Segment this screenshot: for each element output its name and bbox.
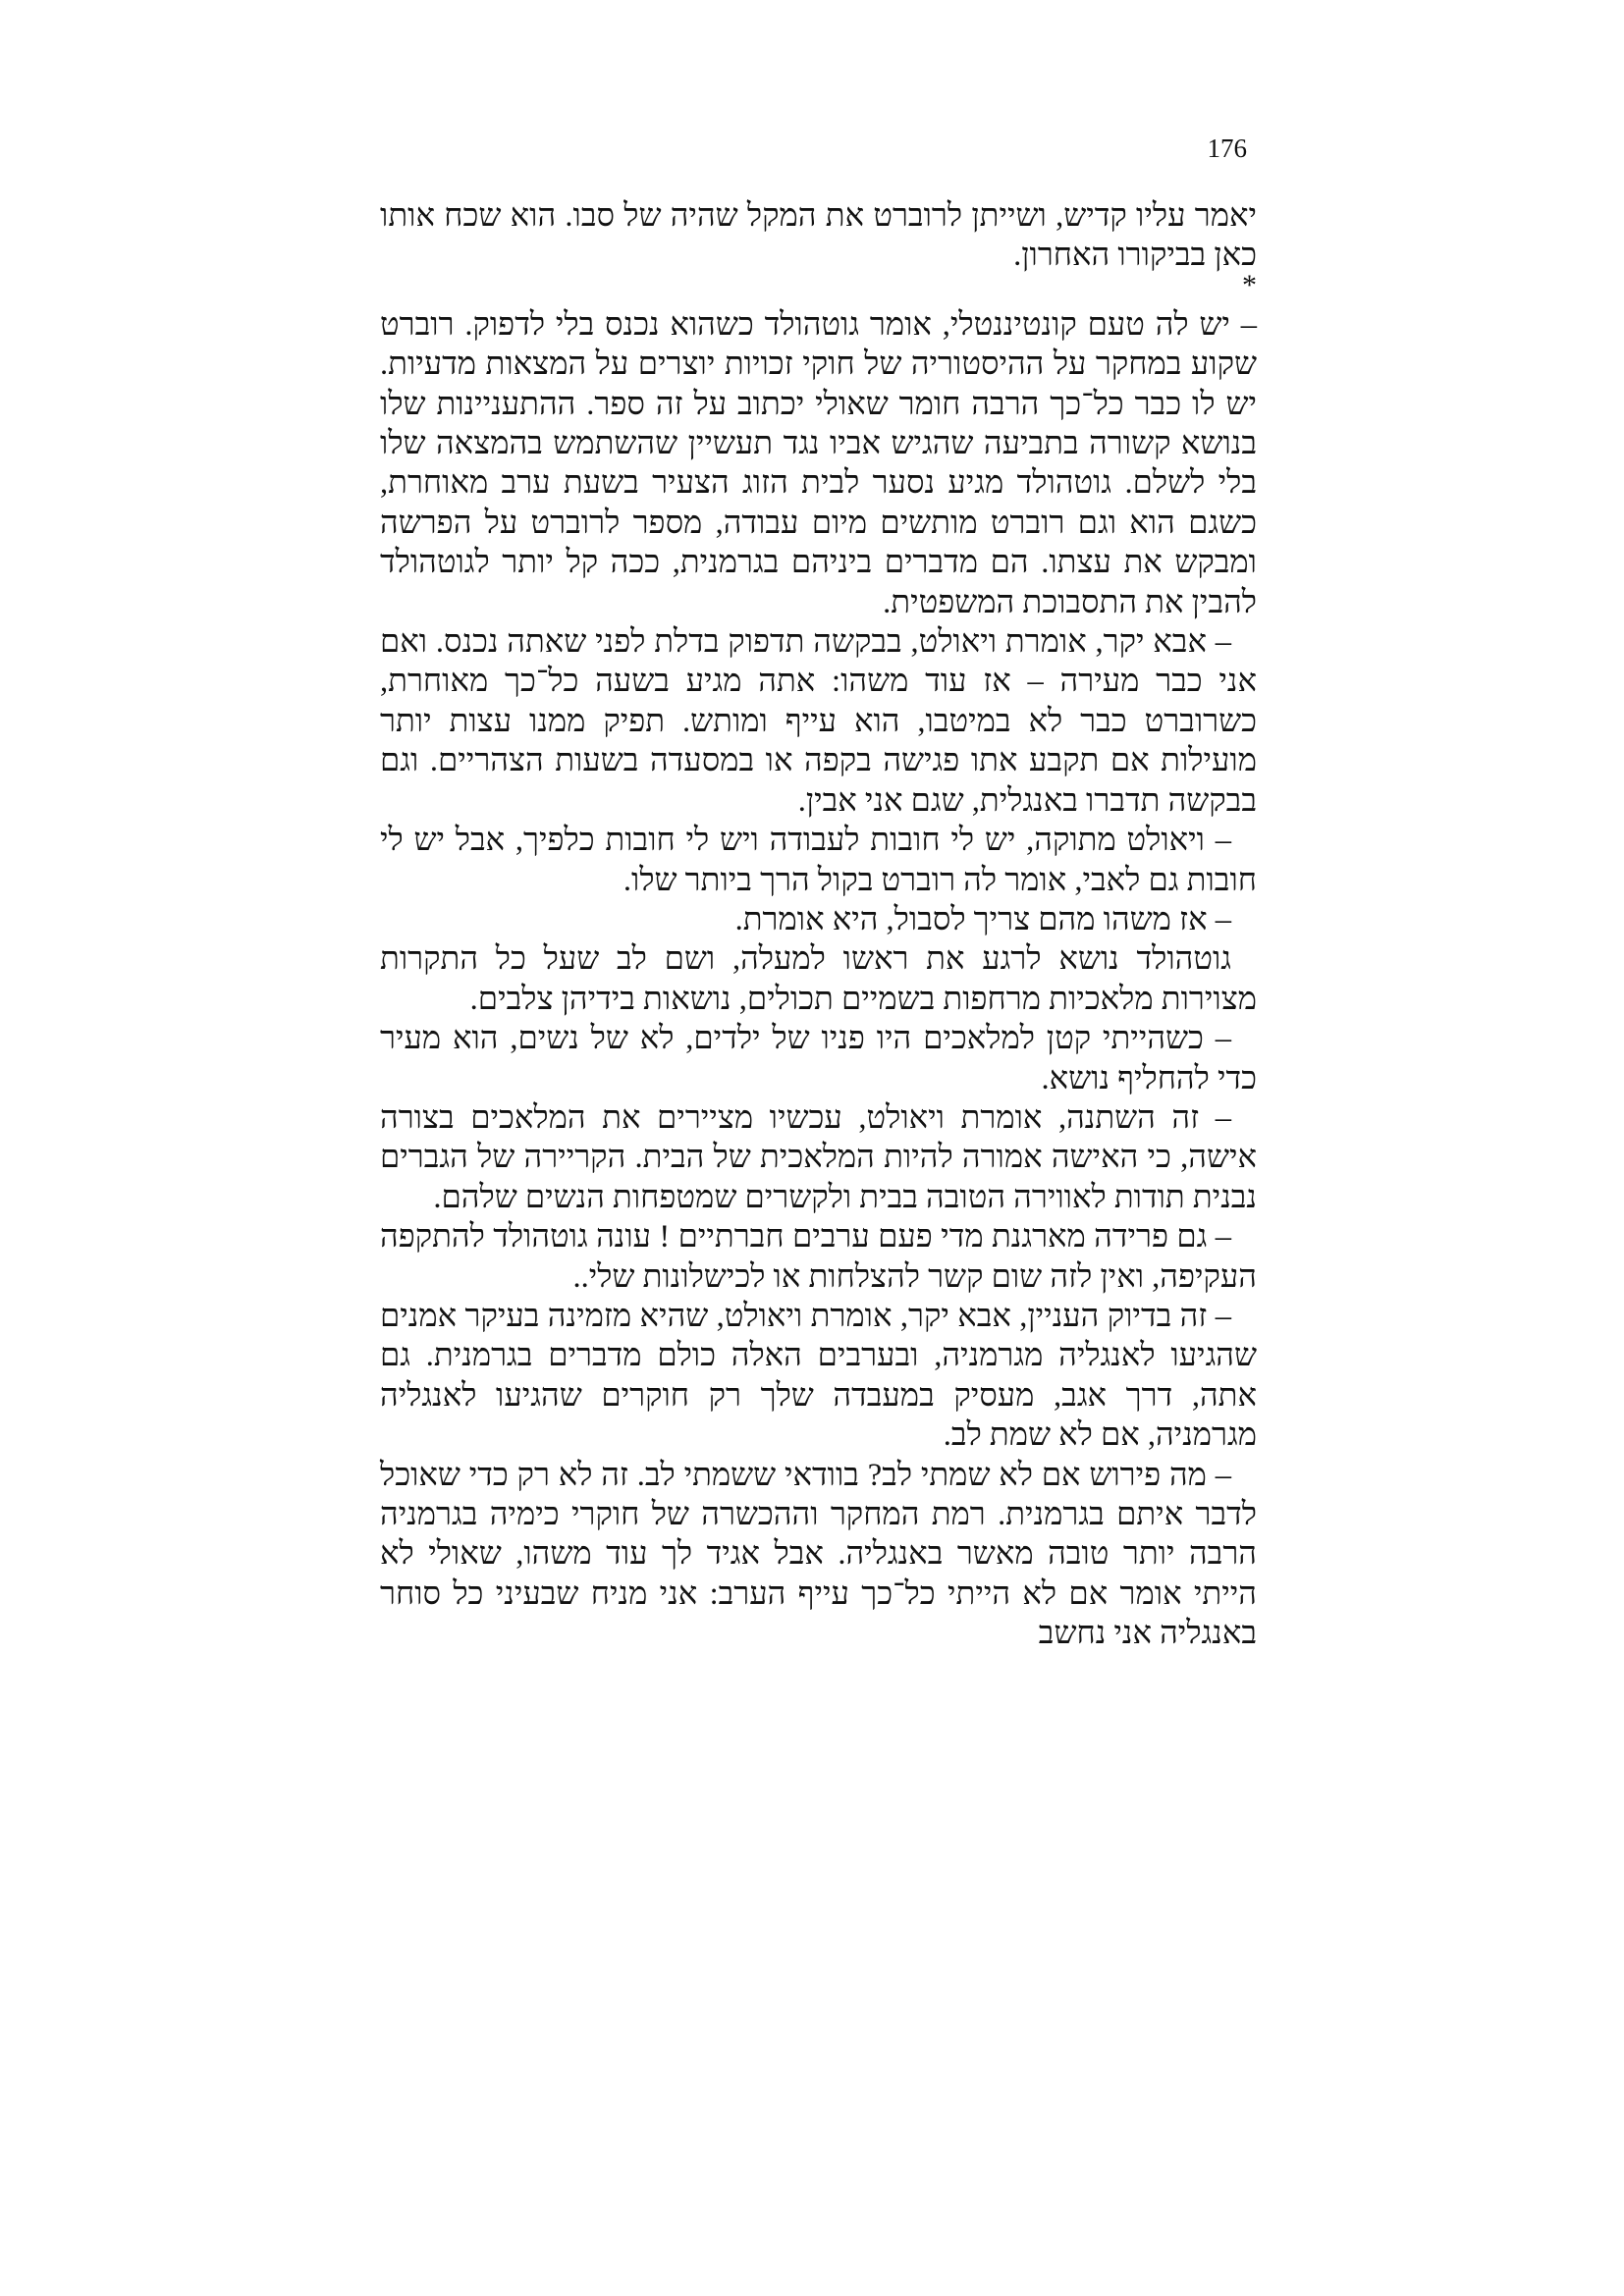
paragraph: יאמר עליו קדיש, ושייתן לרוברט את המקל שהיה של סבו. הוא שכח אותו כאן בביקורו האחרון. xyxy=(380,198,1257,274)
paragraph: – כשהייתי קטן למלאכים היו פניו של ילדים, לא של נשים, הוא מעיר כדי להחליף נושא. xyxy=(380,1021,1257,1096)
paragraph: גוטהולד נושא לרגע את ראשו למעלה, ושם לב שעל כל התקרות מצוירות מלאכיות מרחפות בשמיים תכולים, נושאות בידיהן צלבים. xyxy=(380,941,1257,1017)
paragraph: – אז משהו מהם צריך לסבול, היא אומרת. xyxy=(734,901,1231,937)
paragraph: – אבא יקר, אומרת ויאולט, בבקשה תדפוק בדלת לפני שאתה נכנס. ואם אני כבר מעירה – אז עוד משהו: אתה מגיע בשעה כל־כך מאוחרת, כשרוברט כבר לא במיטבו, הוא עייף ומותש. תפיק ממנו עצות יותר מועילות אם תקבע אתו פגישה בקפה או במסעדה בשעות הצהריים. וגם בבקשה תדברו באנגלית, שגם אני אבין. xyxy=(380,624,1257,819)
paragraph: – זה בדיוק העניין, אבא יקר, אומרת ויאולט, שהיא מזמינה בעיקר אמנים שהגיעו לאנגליה מגרמניה, ובערבים האלה כולם מדברים בגרמנית. גם אתה, דרך אגב, מעסיק במעבדה שלך רק חוקרים שהגיעו לאנגליה מגרמניה, אם לא שמת לב. xyxy=(380,1298,1257,1454)
page-number: 176 xyxy=(1207,133,1247,163)
paragraph: – יש לה טעם קונטיננטלי, אומר גוטהולד כשהוא נכנס בלי לדפוק. רוברט שקוע במחקר על ההיסטוריה של חוקי זכויות יוצרים על המצאות מדעיות. יש לו כבר כל־כך הרבה חומר שאולי יכתוב על זה ספר. ההתעניינות שלו בנושא קשורה בתביעה שהגיש אביו נגד תעשיין שהשתמש בהמצאה שלו בלי לשלם. גוטהולד מגיע נסער לבית הזוג הצעיר בשעת ערב מאוחרת, כשגם הוא וגם רוברט מותשים מיום עבודה, מספר לרוברט על הפרשה ומבקש את עצתו. הם מדברים ביניהם בגרמנית, ככה קל יותר לגוטהולד להבין את התסבוכת המשפטית. xyxy=(380,306,1257,620)
section-separator: * xyxy=(1242,268,1257,301)
text-body xyxy=(380,196,1257,1654)
paragraph: – זה השתנה, אומרת ויאולט, עכשיו מציירים את המלאכים בצורה אישה, כי האישה אמורה להיות המלאכית של הבית. הקריירה של הגברים נבנית תודות לאווירה הטובה בבית ולקשרים שמטפחות הנשים שלהם. xyxy=(380,1099,1257,1215)
paragraph: – ויאולט מתוקה, יש לי חובות לעבודה ויש לי חובות כלפיך, אבל יש לי חובות גם לאבי, אומר לה רוברט בקול הרך ביותר שלו. xyxy=(380,823,1257,898)
paragraph: – גם פרידה מארגנת מדי פעם ערבים חברתיים ! עונה גוטהולד להתקפה העקיפה, ואין לזה שום קשר להצלחות או לכישלונות שלי.. xyxy=(380,1219,1257,1295)
paragraph: – מה פירוש אם לא שמתי לב? בוודאי ששמתי לב. זה לא רק כדי שאוכל לדבר איתם בגרמנית. רמת המחקר וההכשרה של חוקרי כימיה בגרמניה הרבה יותר טובה מאשר באנגליה. אבל אגיד לך עוד משהו, שאולי לא הייתי אומר אם לא הייתי כל־כך עייף הערב: אני מניח שבעיני כל סוחר באנגליה אני נחשב xyxy=(380,1457,1257,1652)
